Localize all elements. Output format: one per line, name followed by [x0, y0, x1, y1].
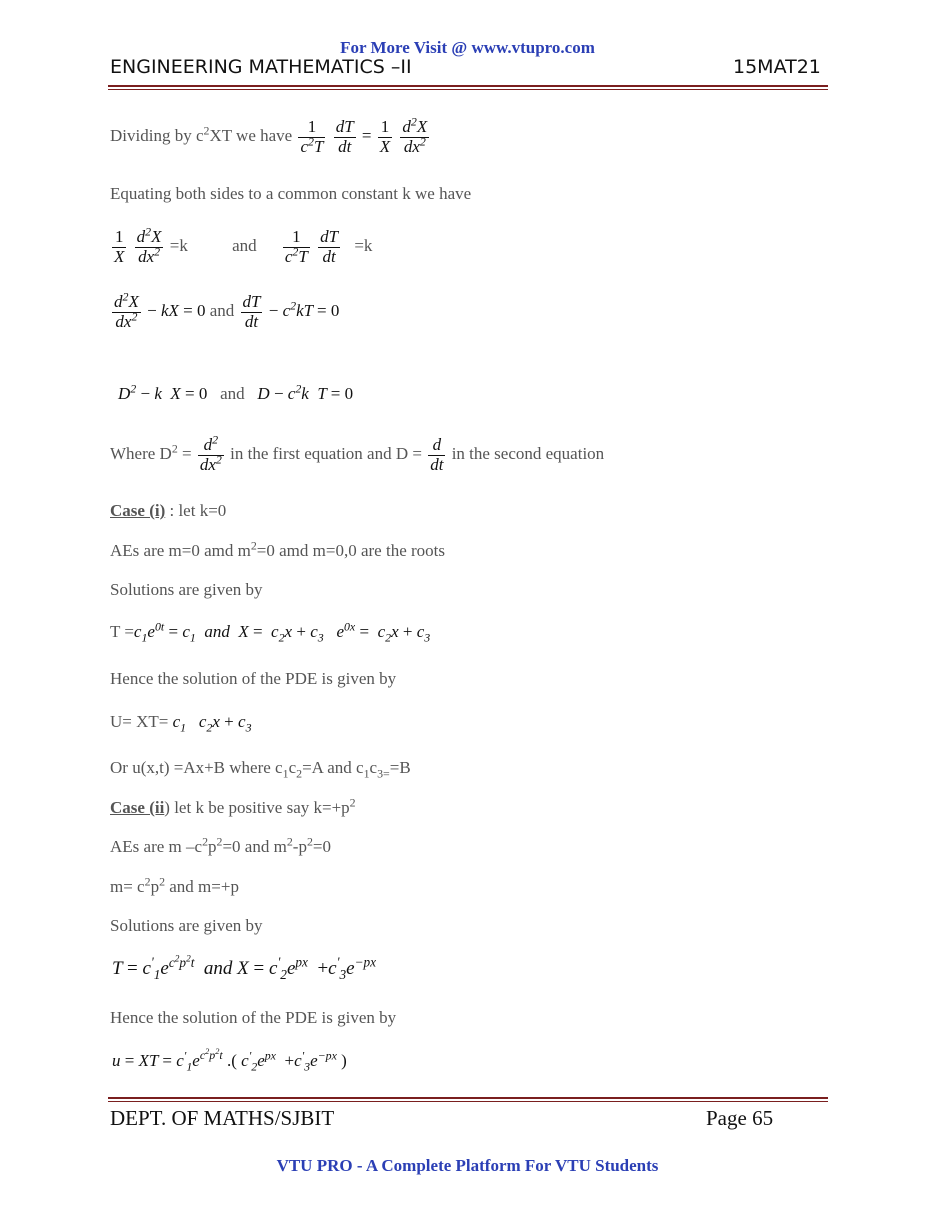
- text-line: Solutions are given by: [110, 916, 263, 935]
- equation-line: u = XT = $c'_1e^{c^2p^2t}$ .( $c'_2e^{px} +c'_3e^{-px}$ ): [112, 1047, 347, 1074]
- footer-dept: DEPT. OF MATHS/SJBIT: [110, 1106, 335, 1130]
- case-heading: Case (i) : let k=0: [110, 501, 227, 520]
- equation-line: $U= XT= c_1$ $c_2x + c_3$: [110, 712, 252, 735]
- equation-line: $\frac{1}{X}$ $\frac{d^2X}{dx^2}$ =k and $\frac{1}{c^2T}$ $\frac{dT}{dt}$ =k: [114, 224, 373, 266]
- text-line: Hence the solution of the PDE is given by: [110, 669, 397, 688]
- header-code: 15MAT21: [733, 56, 821, 78]
- text-line: Where $D^2$ = $\frac{d^2}{dx^2}$ in the first equation and D = $\frac{d}{dt}$ in the second equation: [110, 432, 605, 474]
- page-number: Page 65: [706, 1106, 774, 1130]
- header-title: ENGINEERING MATHEMATICS –II: [110, 56, 412, 78]
- equation: $\frac{1}{c^2T}$ $\frac{dT}{dt}$ = $\frac{1}{X}$ $\frac{d^2X}{dx^2}$: [300, 114, 428, 156]
- equation-line: $T = c'_1e^{c^2p^2t}$ and $X = c'_2e^{px} +c'_3e^{-px}$: [112, 954, 377, 982]
- text-line: Solutions are given by: [110, 580, 263, 599]
- text-line: Equating both sides to a common constant k we have: [110, 184, 472, 203]
- footer-rule-thin: [108, 1101, 828, 1102]
- text-line: AEs are m=0 amd $m^2=0$ amd m=0,0 are the roots: [110, 538, 445, 560]
- top-banner: For More Visit @ www.vtupro.com: [340, 38, 595, 57]
- text-line: Or u(x,t) =Ax+B where $c_1c_2=A$ and $c_1c_{3=}=B$: [110, 758, 411, 781]
- equation-line: $T =c_1e^{0t} = c_1$ and $X = c_2x + c_3$ $e^{0x} = c_2x + c_3$: [110, 619, 431, 645]
- text-line: Dividing by $c^2XT$ we have $\frac{1}{c^2T}$ $\frac{dT}{dt}$ = $\frac{1}{X}$ $\frac{d^2X}{dx^2}$: [110, 118, 431, 156]
- bottom-banner: VTU PRO - A Complete Platform For VTU Students: [276, 1156, 659, 1175]
- header-rule: [108, 85, 828, 87]
- case-heading: Case (ii) let k be positive say $k=+p^2$: [110, 795, 356, 817]
- text-line: Hence the solution of the PDE is given by: [110, 1008, 397, 1027]
- equation-line: $D^2 - k$ X = 0 and $D - c^2k$ T = 0: [118, 381, 354, 403]
- header-rule-thin: [108, 89, 828, 90]
- text-line: $m= c^2p^2$ and m=+p: [110, 874, 239, 896]
- footer-rule: [108, 1097, 828, 1099]
- equation-line: $\frac{d^2X}{dx^2}$ − kX = 0 and $\frac{dT}{dt}$ − $c^2kT = 0$: [114, 289, 340, 331]
- text-line: AEs are m $-c^2p^2=0$ and $m^2-p^2=0$: [110, 834, 331, 856]
